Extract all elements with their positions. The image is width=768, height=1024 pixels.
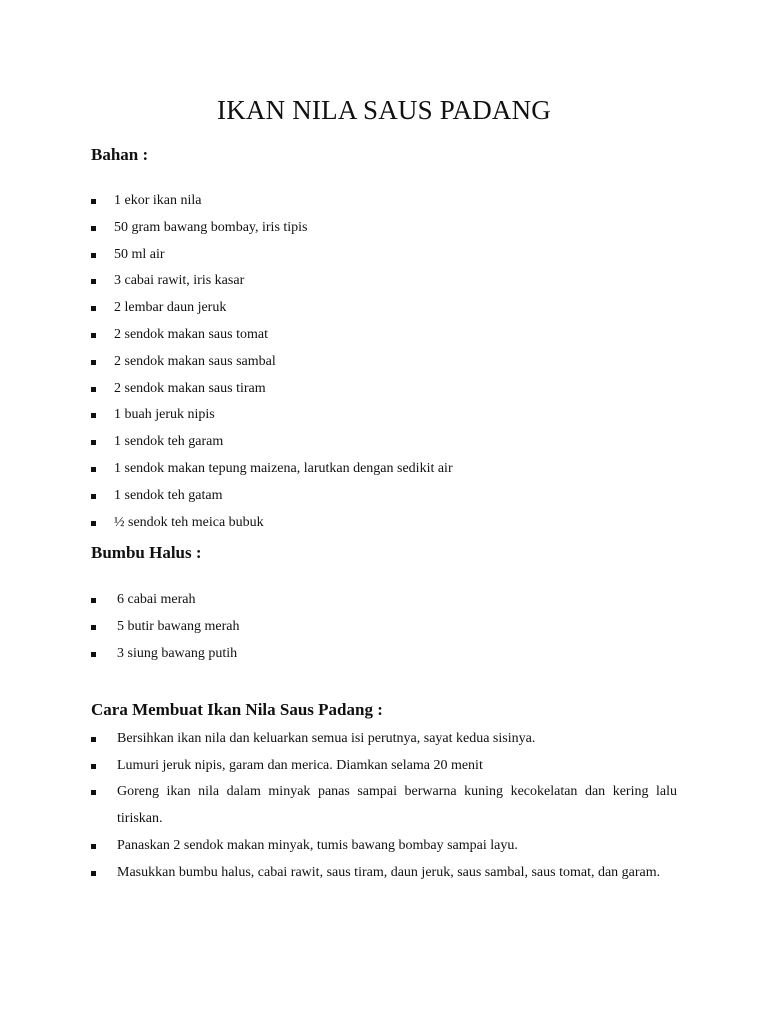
list-item-text: 2 sendok makan saus tiram xyxy=(114,380,266,396)
list-item-text: 1 buah jeruk nipis xyxy=(114,407,215,423)
square-bullet-icon xyxy=(91,199,96,204)
list-item xyxy=(0,295,453,322)
square-bullet-icon xyxy=(91,279,96,284)
list-item-text: Lumuri jeruk nipis, garam dan merica. Diamkan selama 20 menit xyxy=(117,757,483,773)
list-item-text: 5 butir bawang merah xyxy=(117,618,240,634)
list-item-text: 1 sendok teh gatam xyxy=(114,487,223,503)
list-item xyxy=(0,833,677,860)
list-item xyxy=(0,376,453,403)
cara-membuat-list xyxy=(0,726,677,886)
list-item xyxy=(0,614,239,641)
page-title: IKAN NILA SAUS PADANG xyxy=(217,95,551,125)
cara-membuat-heading: Cara Membuat Ikan Nila Saus Padang : xyxy=(91,700,383,719)
list-item-text: 3 cabai rawit, iris kasar xyxy=(114,273,245,289)
list-item-text: 2 lembar daun jeruk xyxy=(114,300,227,316)
list-item-text: 3 siung bawang putih xyxy=(117,645,238,661)
list-item-text: Panaskan 2 sendok makan minyak, tumis bawang bombay sampai layu. xyxy=(117,837,518,853)
bahan-heading: Bahan : xyxy=(91,145,149,164)
list-item xyxy=(0,322,453,349)
list-item xyxy=(0,587,239,614)
list-item xyxy=(0,456,453,483)
list-item xyxy=(0,349,453,376)
square-bullet-icon xyxy=(91,387,96,392)
list-item xyxy=(0,753,677,780)
square-bullet-icon xyxy=(91,440,96,445)
list-item xyxy=(0,268,453,295)
square-bullet-icon xyxy=(91,871,96,876)
list-item xyxy=(0,779,677,832)
bahan-list xyxy=(0,188,453,536)
bumbu-halus-list xyxy=(0,587,239,667)
list-item-text: 2 sendok makan saus tomat xyxy=(114,326,268,342)
list-item-text: Bersihkan ikan nila dan keluarkan semua isi perutnya, sayat kedua sisinya. xyxy=(117,731,536,746)
bumbu-halus-heading: Bumbu Halus : xyxy=(91,543,202,562)
list-item xyxy=(0,510,453,537)
list-item-text: 50 gram bawang bombay, iris tipis xyxy=(114,219,308,235)
list-item-text: 50 ml air xyxy=(114,246,165,262)
list-item-text: Goreng ikan nila dalam minyak panas sampai berwarna kuning kecokelatan dan kering lalu tiriskan. xyxy=(117,784,677,827)
list-item xyxy=(0,726,677,753)
list-item xyxy=(0,860,677,887)
square-bullet-icon xyxy=(91,764,96,769)
square-bullet-icon xyxy=(91,253,96,258)
list-item-text: 1 sendok makan tepung maizena, larutkan dengan sedikit air xyxy=(114,460,453,476)
list-item-text: 1 ekor ikan nila xyxy=(114,193,202,208)
square-bullet-icon xyxy=(91,360,96,365)
list-item xyxy=(0,242,453,269)
square-bullet-icon xyxy=(91,652,96,657)
square-bullet-icon xyxy=(91,844,96,849)
square-bullet-icon xyxy=(91,737,96,742)
square-bullet-icon xyxy=(91,598,96,603)
list-item-text: 1 sendok teh garam xyxy=(114,434,224,450)
list-item xyxy=(0,188,453,215)
square-bullet-icon xyxy=(91,521,96,526)
square-bullet-icon xyxy=(91,226,96,231)
list-item-text: 2 sendok makan saus sambal xyxy=(114,353,276,369)
list-item xyxy=(0,483,453,510)
square-bullet-icon xyxy=(91,494,96,499)
list-item-text: ½ sendok teh meica bubuk xyxy=(114,514,264,530)
list-item xyxy=(0,429,453,456)
square-bullet-icon xyxy=(91,467,96,472)
list-item xyxy=(0,641,239,668)
list-item-text: Masukkan bumbu halus, cabai rawit, saus tiram, daun jeruk, saus sambal, saus tomat, dan garam. xyxy=(117,864,661,880)
list-item-text: 6 cabai merah xyxy=(117,592,196,607)
square-bullet-icon xyxy=(91,413,96,418)
list-item xyxy=(0,215,453,242)
square-bullet-icon xyxy=(91,625,96,630)
list-item xyxy=(0,402,453,429)
square-bullet-icon xyxy=(91,306,96,311)
square-bullet-icon xyxy=(91,333,96,338)
square-bullet-icon xyxy=(91,790,96,795)
